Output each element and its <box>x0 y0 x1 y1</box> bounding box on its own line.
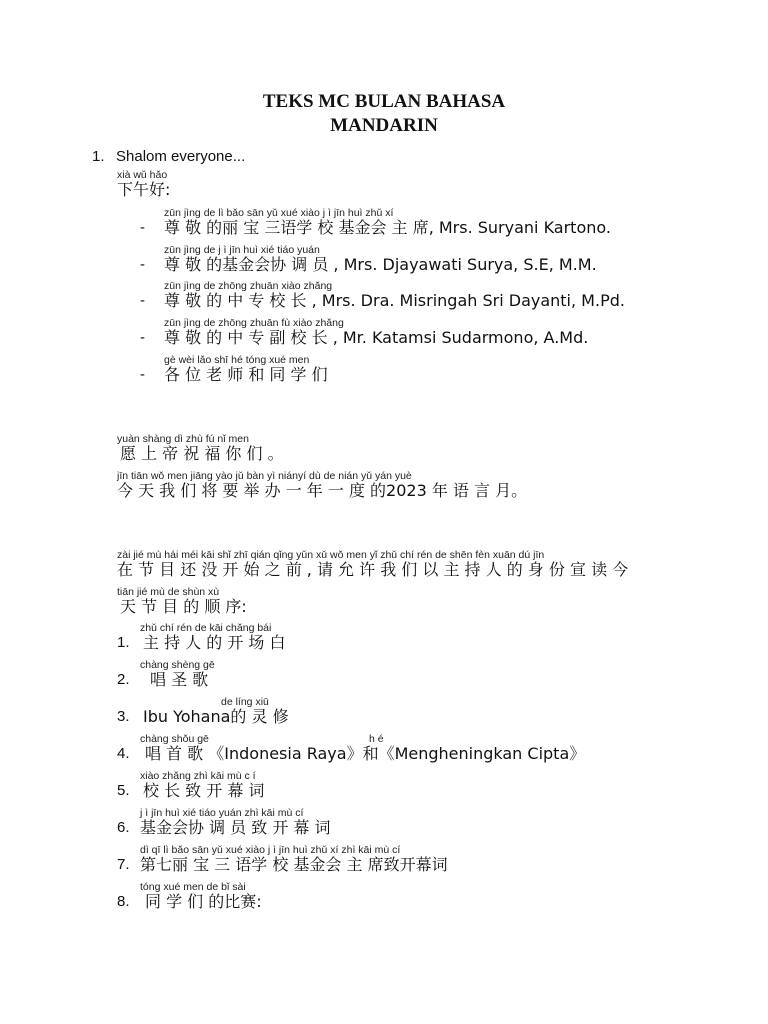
program-5-text: 校 长 致 开 幕 词 <box>143 781 265 800</box>
intro-pinyin-line-2: tiān jié mù de shùn xù <box>117 586 220 598</box>
document-title-line-1: TEKS MC BULAN BAHASA <box>262 91 506 112</box>
program-8-number: 8. <box>117 893 130 910</box>
program-3-text: Ibu Yohana的 灵 修 <box>143 707 289 726</box>
honorific-2-pinyin: zūn jìng de j ì jīn huì xié tiáo yuán <box>164 244 320 256</box>
program-2-number: 2. <box>117 671 130 688</box>
intro-pinyin-line-1: zài jié mù hái méi kāi shǐ zhī qián qǐng yǔn xǔ wǒ men yǐ zhǔ chí rén de shēn fèn xuān dú jīn <box>117 549 545 561</box>
program-7-number: 7. <box>117 856 130 873</box>
honorific-3-pinyin: zūn jìng de zhōng zhuān xiào zhǎng <box>164 280 333 292</box>
program-5-number: 5. <box>117 782 130 799</box>
honorific-1-pinyin: zūn jìng de lì bǎo sān yǔ xué xiào j ì jīn huì zhǔ xí <box>164 207 394 219</box>
honorific-3-text: 尊 敬 的 中 专 校 长 , Mrs. Dra. Misringah Sri Dayanti, M.Pd. <box>164 291 625 310</box>
program-6-pinyin: j ì jīn huì xié tiáo yuán zhì kāi mù cí <box>140 807 304 819</box>
program-1-text: 主 持 人 的 开 场 白 <box>143 633 286 652</box>
honorific-2-text: 尊 敬 的基金会协 调 员 , Mrs. Djayawati Surya, S.E, M.M. <box>164 255 597 274</box>
program-2-pinyin: chàng shèng gē <box>140 659 215 671</box>
honorific-5-pinyin: gè wèi lǎo shī hé tóng xué men <box>164 354 310 366</box>
program-7-pinyin: dì qī lì bǎo sān yǔ xué xiào j ì jīn huì zhǔ xí zhì kāi mù cí <box>140 844 401 856</box>
program-8-text: 同 学 们 的比赛: <box>145 892 262 911</box>
honorific-4-pinyin: zūn jìng de zhōng zhuān fù xiào zhǎng <box>164 317 344 329</box>
announce-pinyin: jīn tiān wǒ men jiāng yào jǔ bàn yì niányí dù de nián yǔ yán yuè <box>117 470 412 482</box>
program-1-number: 1. <box>117 634 130 651</box>
program-3-number: 3. <box>117 708 130 725</box>
announce-text: 今 天 我 们 将 要 举 办 一 年 一 度 的2023 年 语 言 月。 <box>117 481 528 500</box>
honorific-1-marker: - <box>140 219 145 236</box>
program-8-pinyin: tóng xué men de bǐ sài <box>140 881 246 893</box>
blessing-pinyin: yuàn shàng dì zhù fú nǐ men <box>117 433 249 445</box>
program-2-text: 唱 圣 歌 <box>150 670 209 689</box>
document-title-line-2: MANDARIN <box>330 115 438 136</box>
program-4-number: 4. <box>117 745 130 762</box>
honorific-4-marker: - <box>140 329 145 346</box>
intro-text-line-1: 在 节 目 还 没 开 始 之 前 , 请 允 许 我 们 以 主 持 人 的 身 份 宣 读 今 <box>117 560 629 579</box>
program-1-pinyin: zhǔ chí rén de kāi chǎng bái <box>140 622 272 634</box>
honorific-3-marker: - <box>140 292 145 309</box>
program-5-pinyin: xiào zhǎng zhì kāi mù c í <box>140 770 256 782</box>
honorific-5-marker: - <box>140 366 145 383</box>
honorific-1-text: 尊 敬 的丽 宝 三语学 校 基金会 主 席, Mrs. Suryani Kartono. <box>164 218 611 237</box>
intro-text-line-2: 天 节 目 的 顺 序: <box>120 597 247 616</box>
honorific-4-text: 尊 敬 的 中 专 副 校 长 , Mr. Katamsi Sudarmono, A.Md. <box>164 328 589 347</box>
greeting-pinyin: xià wǔ hǎo <box>117 169 168 181</box>
blessing-text: 愿 上 帝 祝 福 你 们 。 <box>120 444 284 463</box>
section-1-number: 1. <box>92 148 105 165</box>
program-3-pinyin: de líng xiū <box>221 696 269 708</box>
honorific-2-marker: - <box>140 256 145 273</box>
program-6-text: 基金会协 调 员 致 开 幕 词 <box>140 818 331 837</box>
honorific-5-text: 各 位 老 师 和 同 学 们 <box>164 365 328 384</box>
greeting-text: 下午好: <box>117 180 171 199</box>
program-4-pinyin-he: h é <box>369 733 384 745</box>
program-6-number: 6. <box>117 819 130 836</box>
program-7-text: 第七丽 宝 三 语学 校 基金会 主 席致开幕词 <box>140 855 448 874</box>
program-4-pinyin: chàng shǒu gē <box>140 733 209 745</box>
program-4-text: 唱 首 歌 《Indonesia Raya》和《Mengheningkan Cipta》 <box>145 744 586 763</box>
section-1-text: Shalom everyone... <box>116 148 246 165</box>
